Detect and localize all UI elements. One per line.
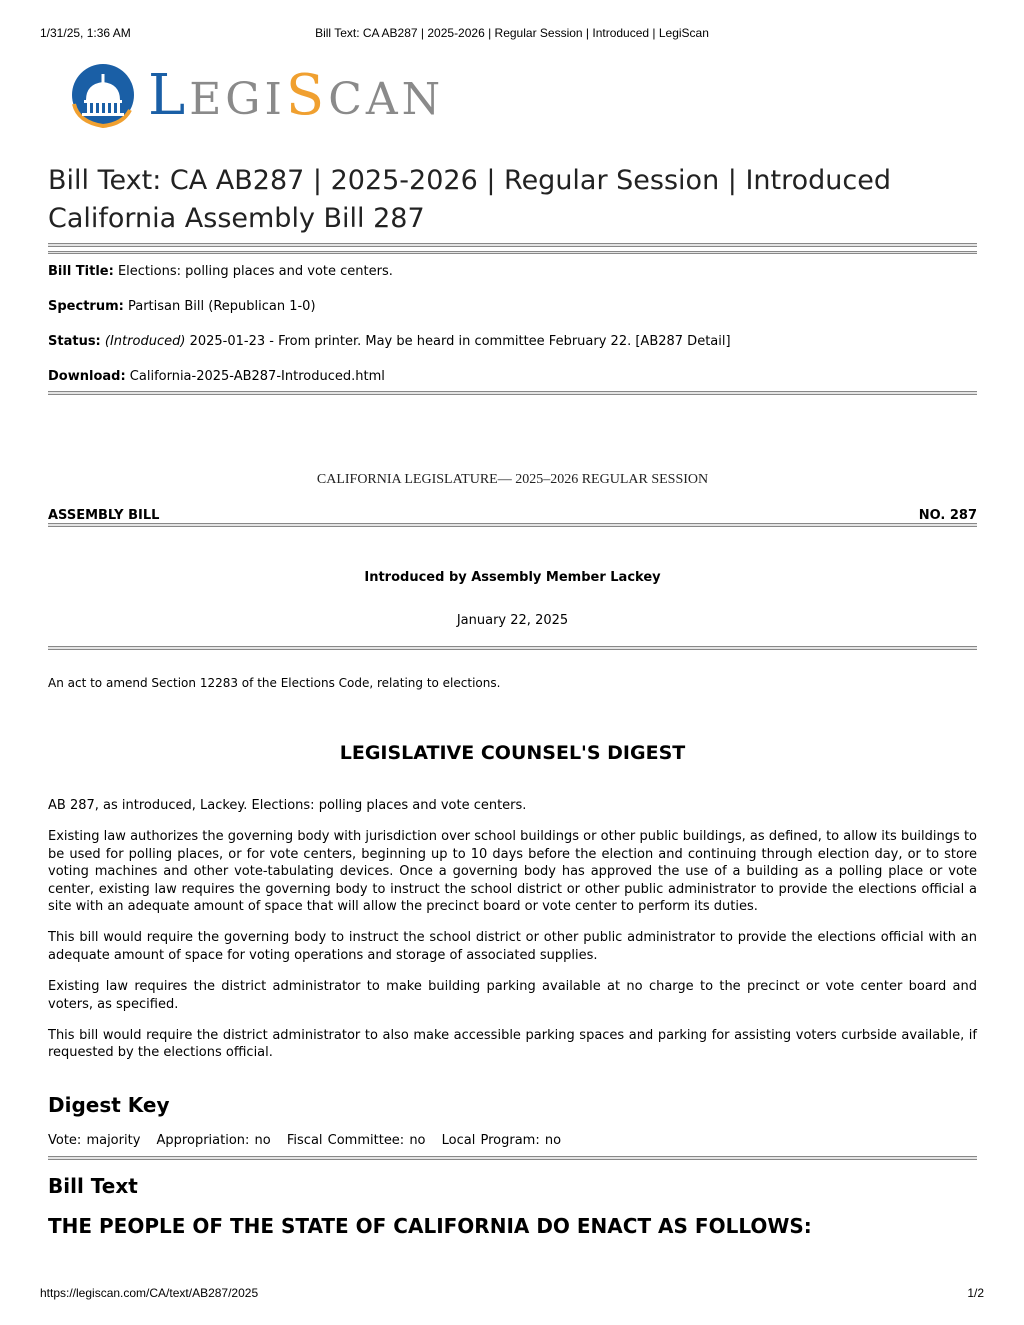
enacting-clause: THE PEOPLE OF THE STATE OF CALIFORNIA DO ENACT AS FOLLOWS: (48, 1214, 812, 1238)
session-line: CALIFORNIA LEGISLATURE— 2025–2026 REGULAR SESSION (316, 472, 709, 487)
logo-letters-egi: EGI (189, 74, 286, 125)
digest-key-appropriation: Appropriation: no (156, 1133, 271, 1148)
digest-title: LEGISLATIVE COUNSEL'S DIGEST (339, 742, 686, 764)
digest-paragraph: This bill would require the district administrator to also make accessible parking spaces and parking for assisting voters curbside available, if requested by the elections official. (48, 1028, 977, 1061)
logo-letter-l: L (148, 63, 190, 128)
print-datetime: 1/31/25, 1:36 AM (40, 26, 131, 40)
page-title-line1: Bill Text: CA AB287 | 2025-2026 | Regular Session | Introduced (48, 165, 891, 196)
digest-key-fiscal: Fiscal Committee: no (286, 1133, 426, 1148)
spectrum-value: Partisan Bill (Republican 1-0) (127, 299, 316, 314)
logo-letter-s: S (285, 63, 329, 128)
bill-text-title: Bill Text (48, 1174, 138, 1198)
status-label: Status: (48, 334, 101, 349)
bill-title-row (48, 263, 977, 281)
bill-number: NO. 287 (918, 508, 977, 523)
logo-wordmark (148, 63, 445, 130)
digest-paragraph: Existing law requires the district administrator to make building parking available at no charge to the precinct or vote center board and voters, as specified. (48, 979, 977, 1012)
print-header (40, 26, 984, 42)
capitol-dome-icon (68, 60, 138, 130)
digest-key (48, 1133, 977, 1148)
divider (48, 251, 977, 254)
bill-meta (48, 263, 977, 386)
download-row (48, 368, 977, 386)
digest-key-title: Digest Key (48, 1093, 170, 1117)
legiscan-logo[interactable] (68, 60, 468, 130)
digest-paragraph: AB 287, as introduced, Lackey. Elections: polling places and vote centers. (48, 798, 527, 813)
page-title (48, 162, 977, 238)
bill-title-value: Elections: polling places and vote centers. (117, 264, 393, 279)
main-content (48, 162, 977, 238)
print-footer (40, 1286, 984, 1302)
download-label: Download: (48, 369, 126, 384)
divider (48, 646, 977, 650)
print-page-title: Bill Text: CA AB287 | 2025-2026 | Regular Session | Introduced | LegiScan (315, 26, 709, 40)
digest-key-local: Local Program: no (441, 1133, 562, 1148)
digest-body (48, 797, 977, 1062)
status-value[interactable]: 2025-01-23 - From printer. May be heard in committee February 22. [AB287 Detail] (189, 334, 731, 349)
page-title-line2: California Assembly Bill 287 (48, 203, 425, 234)
print-url: https://legiscan.com/CA/text/AB287/2025 (40, 1286, 259, 1300)
digest-paragraph: This bill would require the governing body to instruct the school district or other public administrator to provide the elections official with an adequate amount of space for voting operations and storage of associated supplies. (48, 930, 977, 963)
act-description: An act to amend Section 12283 of the Elections Code, relating to elections. (48, 676, 501, 690)
digest-key-vote: Vote: majority (48, 1133, 141, 1148)
divider (48, 243, 977, 247)
spectrum-label: Spectrum: (48, 299, 124, 314)
print-page-number: 1/2 (967, 1286, 984, 1300)
digest-paragraph: Existing law authorizes the governing body with jurisdiction over school buildings or other public buildings, as defined, to allow its buildings to be used for polling places, or for vote centers, beginning up to 10 days before the election and continuing through election day, or to store voting machines and other vote-tabulating devices. Once a governing body has approved the use of a building as a polling place or vote center, existing law requires the governing body to instruct the school district or other public administrator to provide the elections official a site with an adequate amount of space that will allow the precinct board or vote center to perform its duties. (48, 829, 977, 915)
divider (48, 391, 977, 395)
download-link[interactable]: California-2025-AB287-Introduced.html (129, 369, 385, 384)
divider (48, 523, 977, 527)
introduced-by: Introduced by Assembly Member Lackey (364, 570, 661, 585)
bill-type: ASSEMBLY BILL (48, 508, 160, 523)
status-row (48, 333, 977, 351)
logo-letters-can: CAN (328, 74, 445, 125)
introduced-date: January 22, 2025 (456, 613, 569, 628)
divider (48, 1156, 977, 1160)
status-stage: (Introduced) (104, 334, 186, 349)
spectrum-row (48, 298, 977, 316)
bill-title-label: Bill Title: (48, 264, 114, 279)
